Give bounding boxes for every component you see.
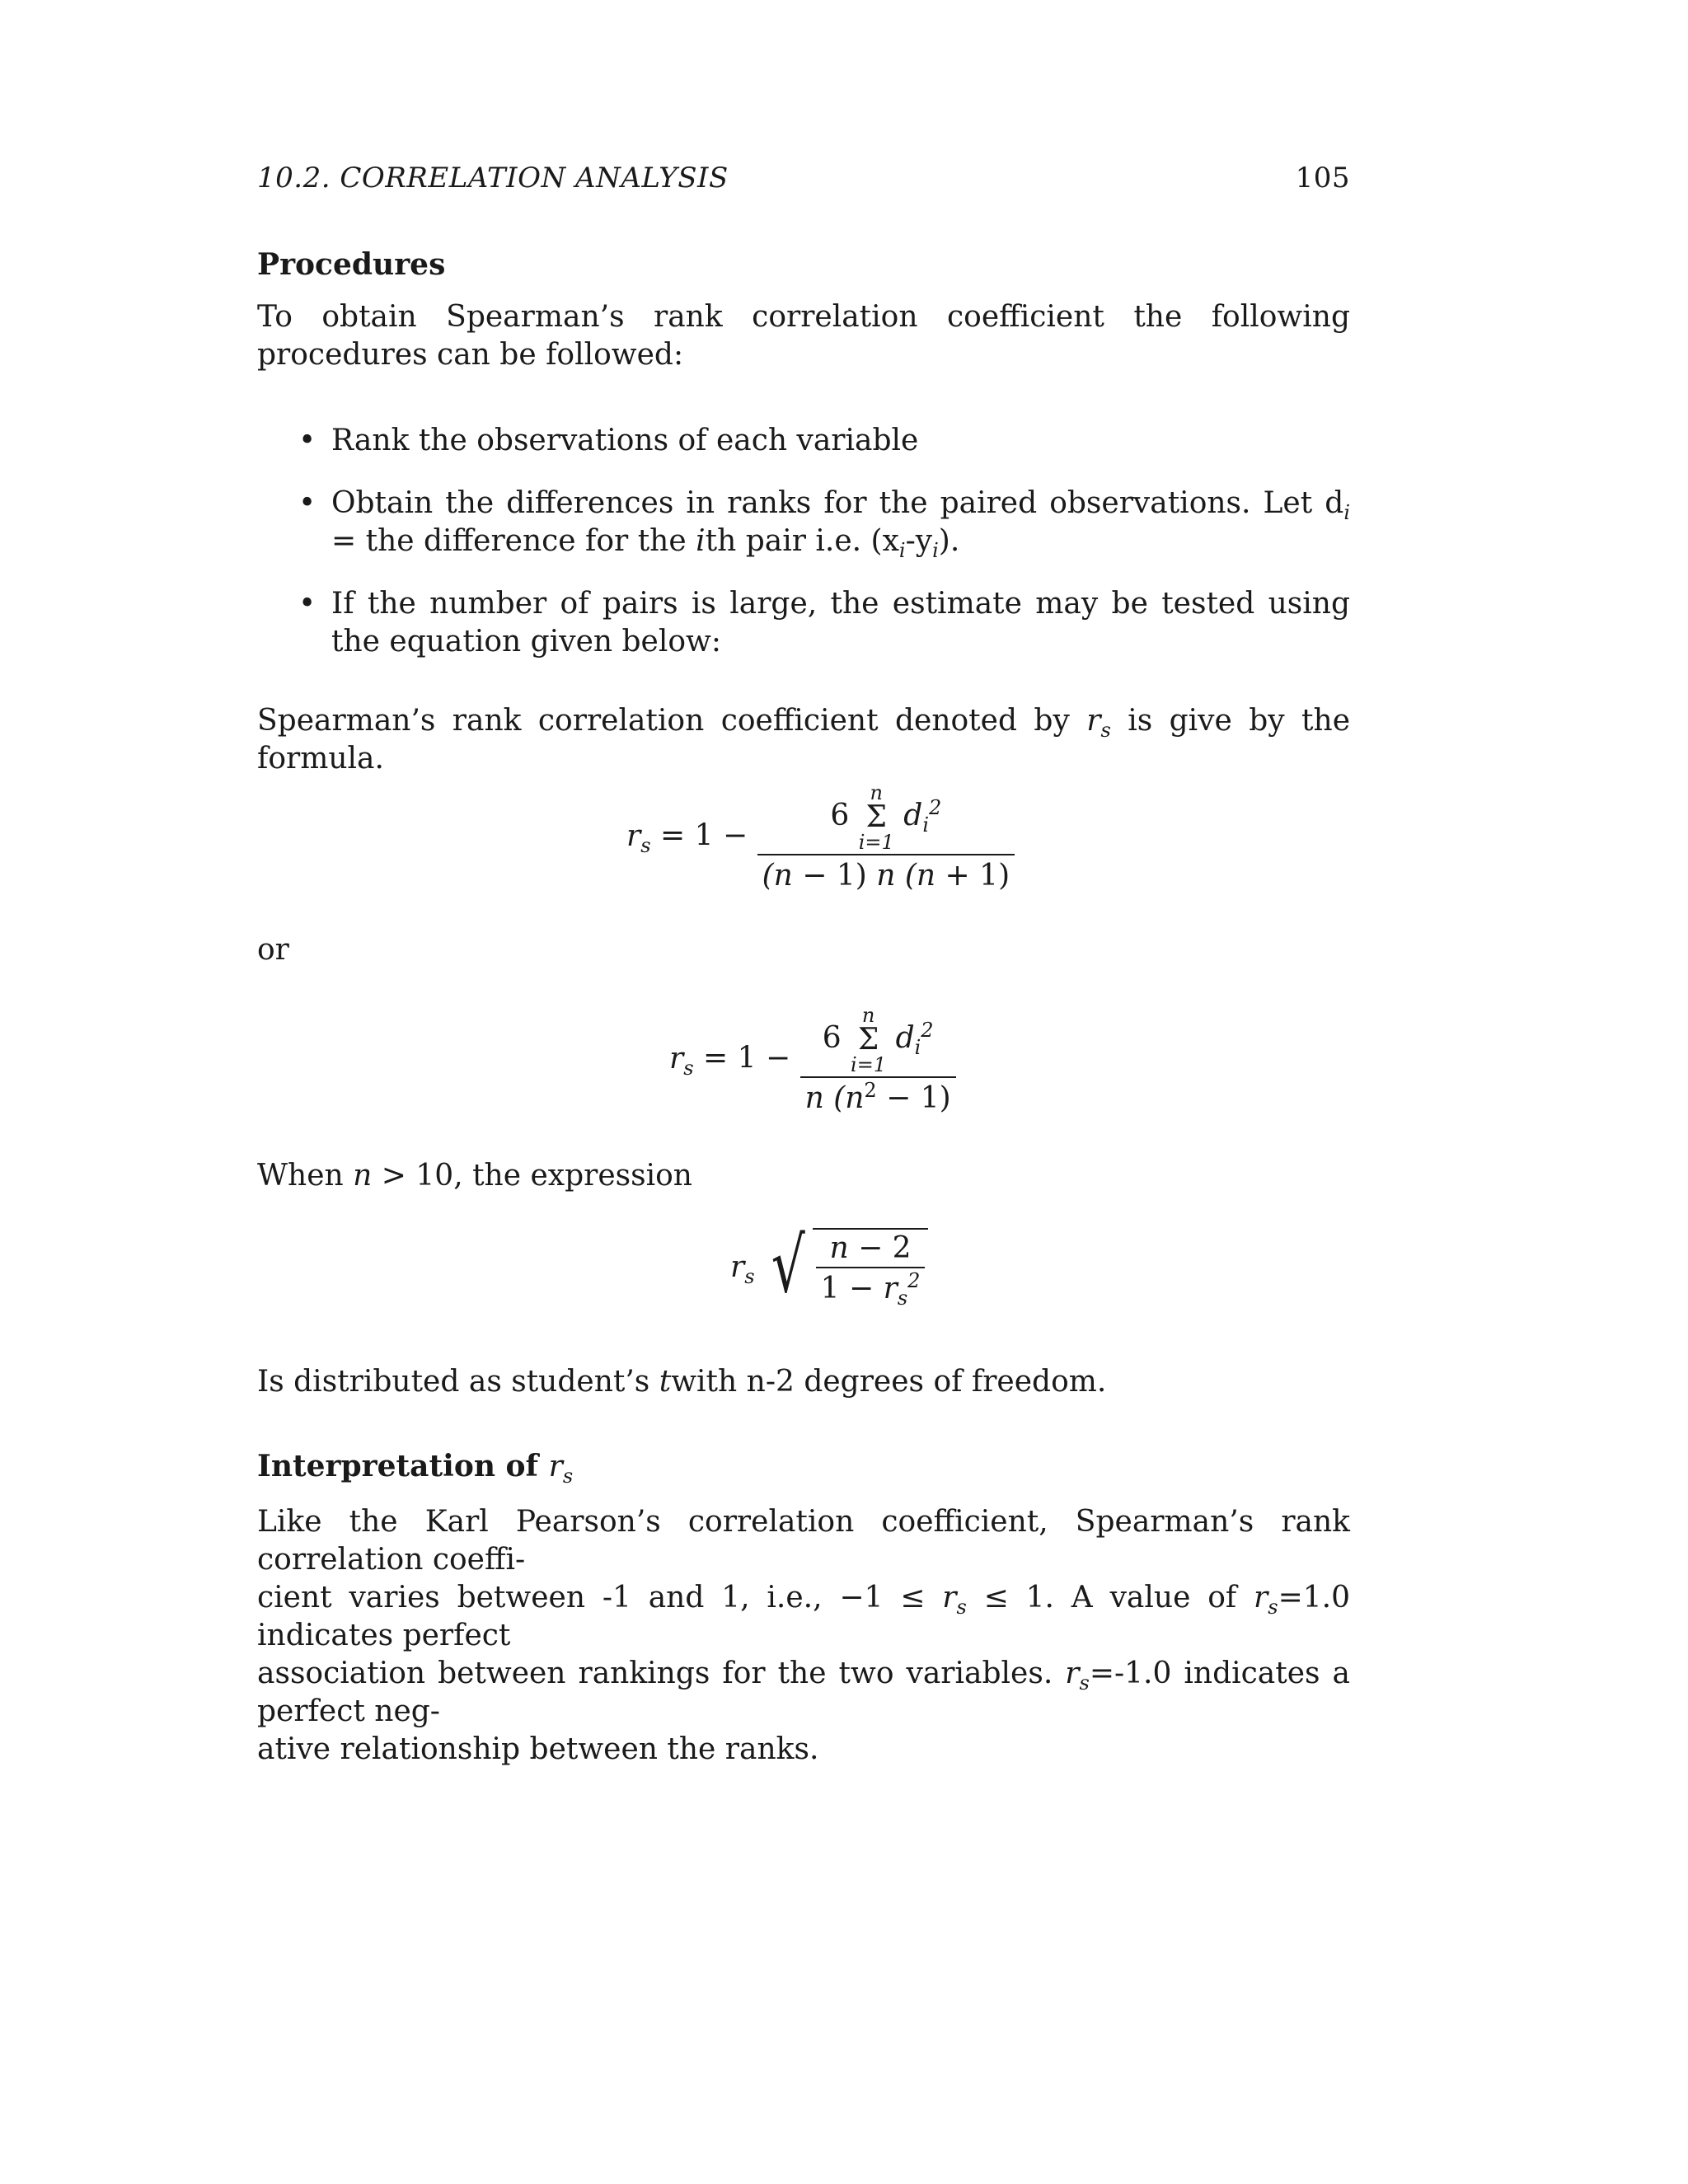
bullet-icon: • xyxy=(298,486,316,520)
list-item: • If the number of pairs is large, the estimate may be tested using the equation given below: xyxy=(298,587,1350,658)
interpretation-paragraph: Like the Karl Pearson’s correlation coefficient, Spearman’s rank correlation coeffi- cient varies between -1 and 1, i.e., $-1 \le r_s \le 1$. A value of $r_s=1.0$ indicates perfect association between rankings for the two variables. $r_s=-1.0$ indicates a perfect neg- ative relationship between the ranks. xyxy=(257,1505,1350,1766)
interpretation-heading: Interpretation of $r_s$ xyxy=(257,1449,574,1488)
formula-intro: Spearman’s rank correlation coefficient denoted by $r_s$ is give by the formula. xyxy=(257,704,1350,776)
bullet-icon: • xyxy=(298,424,316,457)
equation-t-statistic: $r_s$ √ $\frac{n - 2}{1 - r_s^2}$ xyxy=(730,1228,928,1305)
procedures-intro: To obtain Spearman’s rank correlation coefficient the following procedures can be followed: xyxy=(257,300,1350,372)
section-title: 10.2. CORRELATION ANALYSIS xyxy=(257,162,729,194)
list-item: • Obtain the differences in ranks for the paired observations. Let $d_i$ = the difference for the ith pair i.e. $(x_i-y_i)$. xyxy=(298,486,1350,563)
list-item: • Rank the observations of each variable xyxy=(298,422,1350,460)
equation-spearman-1: $r_s = 1$ − 6 n Σ i=1 $d_i^2$ (n − 1) n (n + 1) xyxy=(626,783,1015,893)
bullet-icon: • xyxy=(298,587,316,621)
or-text: or xyxy=(257,933,289,967)
when-text: When n > 10, the expression xyxy=(257,1159,692,1193)
running-header xyxy=(257,162,1350,194)
procedures-heading: Procedures xyxy=(257,247,446,282)
equation-spearman-2: $r_s = 1$ − 6 n Σ i=1 $d_i^2$ n $(n^2 - 1)$ xyxy=(669,1005,956,1115)
distributed-text: Is distributed as student’s twith n-2 degrees of freedom. xyxy=(257,1365,1107,1399)
page-number: 105 xyxy=(1295,162,1350,194)
procedures-list xyxy=(298,422,1350,686)
